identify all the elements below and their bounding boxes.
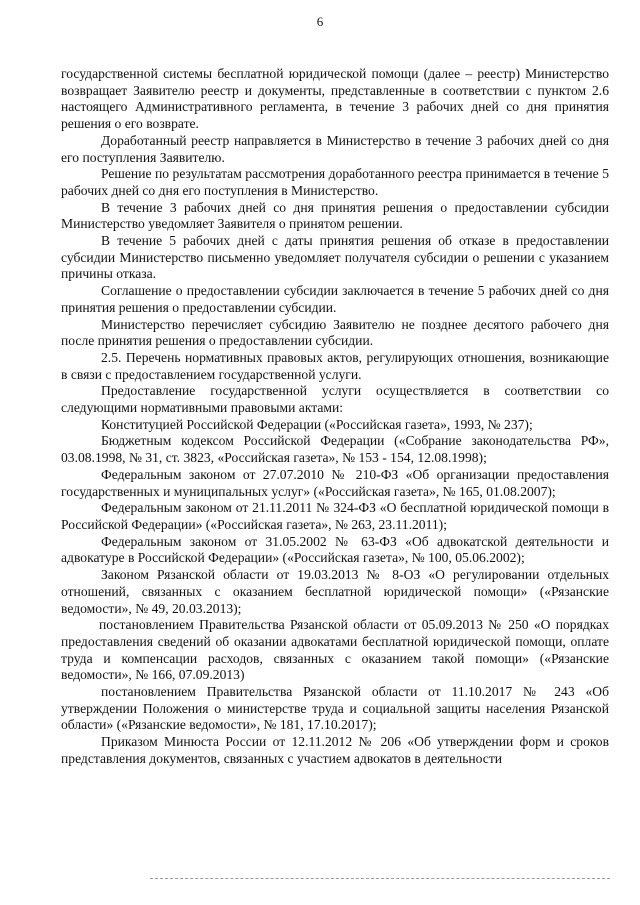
- paragraph-refusal-notification: В течение 5 рабочих дней с даты принятия решения об отказе в предоставлении субсидии Министерство письменно уведомляет получателя субсидии о решении с указанием причины отказа.: [61, 233, 609, 282]
- scan-bottom-edge: [150, 878, 610, 879]
- paragraph-transfer: Министерство перечисляет субсидию Заявителю не позднее десятого рабочего дня после принятия решения о предоставлении субсидии.: [61, 316, 609, 349]
- paragraph-legal-basis-intro: Предоставление государственной услуги осуществляется в соответствии со следующими нормативными правовыми актами:: [61, 383, 609, 416]
- list-item-law-63: Федеральным законом от 31.05.2002 № 63-ФЗ «Об адвокатской деятельности и адвокатуре в Российской Федерации» («Российская газета», № 100, 05.06.2002);: [61, 533, 609, 566]
- paragraph-decision-deadline: Решение по результатам рассмотрения доработанного реестра принимается в течение 5 рабочих дней со дня его поступления в Министерство.: [61, 166, 609, 198]
- list-item-constitution: Конституцией Российской Федерации («Российская газета», 1993, № 237);: [101, 416, 533, 432]
- document-body: [61, 66, 609, 768]
- paragraph-revised-registry: Доработанный реестр направляется в Министерство в течение 3 рабочих дней со дня его поступления Заявителю.: [61, 132, 609, 165]
- section-heading-2-5: 2.5. Перечень нормативных правовых актов, регулирующих отношения, возникающие в связи с предоставлением государственной услуги.: [61, 349, 609, 382]
- list-item-resolution-250: постановлением Правительства Рязанской области от 05.09.2013 № 250 «О порядках предоставления сведений об оказании адвокатами бесплатной юридической помощи, оплате труда и компенсации расходов, связанных с оказанием такой помощи» («Рязанские ведомости», № 166, 07.09.2013): [61, 617, 609, 683]
- list-item-law-324: Федеральным законом от 21.11.2011 № 324-ФЗ «О бесплатной юридической помощи в Российской Федерации» («Российская газета», № 263, 23.11.2011);: [61, 500, 609, 532]
- list-item-resolution-243: постановлением Правительства Рязанской области от 11.10.2017 № 243 «Об утверждении Положения о министерстве труда и социальной защиты населения Рязанской области» («Рязанские ведомости», № 181, 17.10.2017);: [61, 684, 609, 733]
- list-item-law-210: Федеральным законом от 27.07.2010 № 210-ФЗ «Об организации предоставления государственных и муниципальных услуг» («Российская газета», № 165, 01.08.2007);: [61, 466, 609, 499]
- list-item-ryazan-law-8: Законом Рязанской области от 19.03.2013 № 8-ОЗ «О регулировании отдельных отношений, связанных с оказанием бесплатной юридической помощи» («Рязанские ведомости», № 49, 20.03.2013);: [61, 567, 609, 616]
- page-number: 6: [316, 14, 324, 29]
- paragraph-grant-notification: В течение 3 рабочих дней со дня принятия решения о предоставлении субсидии Министерство уведомляет Заявителя о принятом решении.: [61, 199, 609, 232]
- list-item-budget-code: Бюджетным кодексом Российской Федерации («Собрание законодательства РФ», 03.08.1998, № 31, ст. 3823, «Российская газета», № 153 - 154, 12.08.1998);: [61, 433, 609, 466]
- list-item-order-206: Приказом Минюста России от 12.11.2012 № 206 «Об утверждении форм и сроков представления документов, связанных с участием адвокатов в деятельности: [61, 734, 609, 766]
- paragraph-agreement: Соглашение о предоставлении субсидии заключается в течение 5 рабочих дней со дня принятия решения о предоставлении субсидии.: [61, 283, 609, 315]
- paragraph-registry-return: государственной системы бесплатной юридической помощи (далее – реестр) Министерство возвращает Заявителю реестр и документы, представленные в соответствии с пунктом 2.6 настоящего Административного регламента, в течение 3 рабочих дней со дня принятия решения о его возврате.: [61, 66, 609, 132]
